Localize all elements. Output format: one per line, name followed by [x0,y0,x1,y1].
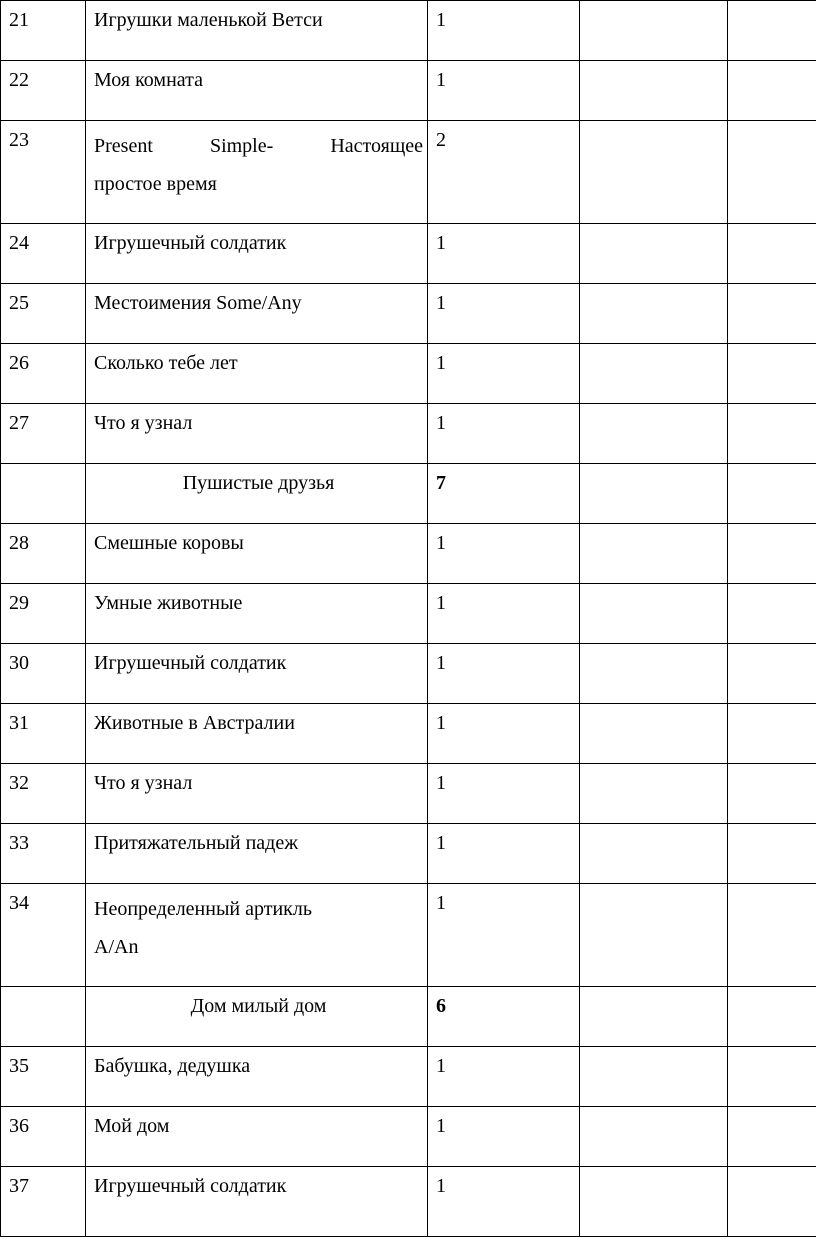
lesson-hours: 1 [428,1047,580,1107]
lesson-hours: 1 [428,1,580,61]
lesson-number: 22 [1,61,86,121]
empty-cell [580,1167,728,1237]
empty-cell [728,1,816,61]
lesson-hours: 1 [428,224,580,284]
lesson-topic: Бабушка, дедушка [86,1047,428,1107]
empty-cell [728,644,816,704]
table-row [1,1167,816,1237]
empty-cell [580,224,728,284]
lesson-topic: Что я узнал [86,404,428,464]
lesson-hours: 1 [428,524,580,584]
empty-cell [580,1107,728,1167]
section-row [1,987,816,1047]
lesson-topic-line: простое время [94,173,217,195]
table-row [1,1,816,61]
table-row [1,524,816,584]
lesson-number: 32 [1,764,86,824]
lesson-number: 29 [1,584,86,644]
table-row [1,404,816,464]
table-row [1,704,816,764]
empty-cell [728,824,816,884]
lesson-topic [86,121,428,224]
lesson-topic-line: A/An [94,928,423,966]
lesson-topic-line: Present Simple- Настоящее [94,127,423,165]
empty-cell [580,824,728,884]
empty-cell [580,344,728,404]
table-row [1,344,816,404]
section-hours: 7 [428,464,580,524]
empty-cell [728,524,816,584]
empty-cell [580,404,728,464]
lesson-topic: Смешные коровы [86,524,428,584]
empty-cell [580,987,728,1047]
lesson-topic [86,884,428,987]
lesson-topic: Моя комната [86,61,428,121]
lesson-number: 27 [1,404,86,464]
lesson-number: 36 [1,1107,86,1167]
section-title: Дом милый дом [86,987,428,1047]
lesson-number: 31 [1,704,86,764]
empty-cell [728,121,816,224]
lesson-number: 33 [1,824,86,884]
table-row [1,824,816,884]
lesson-number: 23 [1,121,86,224]
lesson-topic: Что я узнал [86,764,428,824]
lesson-topic: Сколько тебе лет [86,344,428,404]
empty-cell [580,464,728,524]
empty-cell [728,404,816,464]
lesson-number: 28 [1,524,86,584]
empty-cell [580,584,728,644]
table-row [1,644,816,704]
lesson-topic: Притяжательный падеж [86,824,428,884]
lesson-number: 35 [1,1047,86,1107]
empty-cell [580,884,728,987]
lesson-topic: Игрушечный солдатик [86,224,428,284]
empty-cell [580,644,728,704]
empty-cell [728,704,816,764]
lesson-hours: 1 [428,704,580,764]
lesson-topic: Игрушки маленькой Ветси [86,1,428,61]
lesson-number: 24 [1,224,86,284]
table-row [1,1047,816,1107]
empty-cell [728,224,816,284]
empty-cell [728,987,816,1047]
empty-cell [728,1107,816,1167]
table-row [1,1107,816,1167]
lesson-topic: Игрушечный солдатик [86,1167,428,1237]
section-title: Пушистые друзья [86,464,428,524]
table-row [1,584,816,644]
lesson-number: 25 [1,284,86,344]
lesson-topic: Игрушечный солдатик [86,644,428,704]
empty-cell [580,284,728,344]
lesson-hours: 2 [428,121,580,224]
lesson-number: 34 [1,884,86,987]
lesson-number: 21 [1,1,86,61]
lesson-hours: 1 [428,1167,580,1237]
empty-cell [580,764,728,824]
empty-cell [728,344,816,404]
empty-cell [728,1167,816,1237]
table-row [1,61,816,121]
lesson-topic: Животные в Австралии [86,704,428,764]
lesson-hours: 1 [428,1107,580,1167]
lesson-hours: 1 [428,344,580,404]
lesson-hours: 1 [428,884,580,987]
lesson-hours: 1 [428,824,580,884]
lesson-hours: 1 [428,644,580,704]
empty-cell [1,464,86,524]
section-hours: 6 [428,987,580,1047]
lesson-hours: 1 [428,284,580,344]
empty-cell [728,584,816,644]
empty-cell [580,121,728,224]
empty-cell [728,61,816,121]
empty-cell [580,704,728,764]
empty-cell [580,524,728,584]
lesson-hours: 1 [428,764,580,824]
lesson-hours: 1 [428,584,580,644]
empty-cell [580,1,728,61]
empty-cell [1,987,86,1047]
lesson-number: 37 [1,1167,86,1237]
section-row [1,464,816,524]
empty-cell [728,1047,816,1107]
lesson-topic: Умные животные [86,584,428,644]
lesson-hours: 1 [428,61,580,121]
empty-cell [580,61,728,121]
table-row [1,224,816,284]
lesson-number: 30 [1,644,86,704]
lesson-topic: Местоимения Some/Any [86,284,428,344]
empty-cell [728,464,816,524]
lesson-number: 26 [1,344,86,404]
table-row [1,284,816,344]
empty-cell [580,1047,728,1107]
table-row [1,121,816,224]
lesson-hours: 1 [428,404,580,464]
table-row [1,764,816,824]
lesson-topic-line: Неопределенный артикль [94,890,423,928]
empty-cell [728,284,816,344]
table-row [1,884,816,987]
empty-cell [728,884,816,987]
empty-cell [728,764,816,824]
lesson-topic: Мой дом [86,1107,428,1167]
